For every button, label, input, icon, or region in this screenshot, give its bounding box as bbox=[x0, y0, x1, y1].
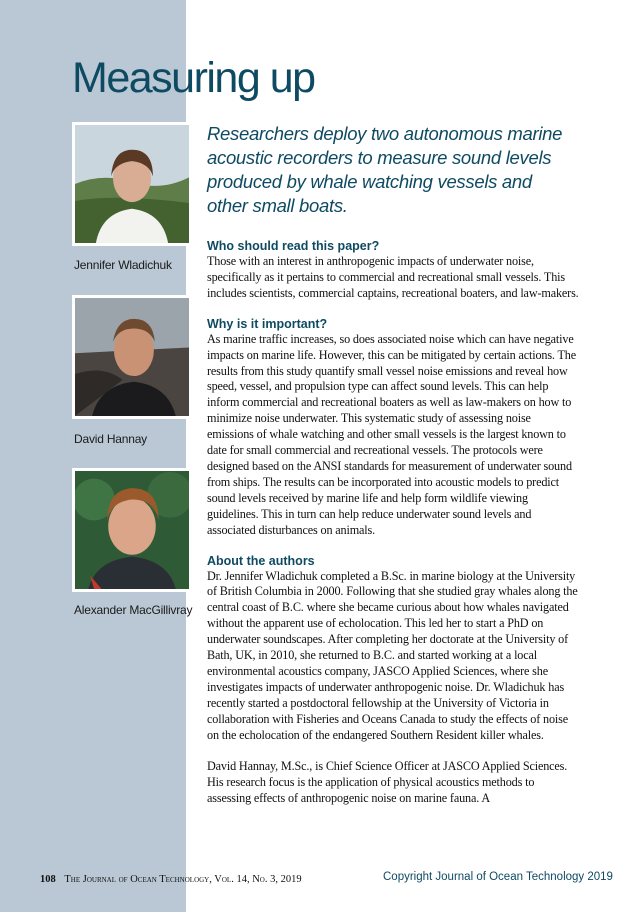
section-heading: About the authors bbox=[207, 553, 315, 568]
author-photo-hannay bbox=[72, 295, 192, 419]
page-number: 108 bbox=[40, 874, 56, 885]
page-footer bbox=[40, 874, 302, 885]
section-heading: Why is it important? bbox=[207, 316, 328, 331]
section-paragraph: David Hannay, M.Sc., is Chief Science Officer at JASCO Applied Sciences. His research focus is the application of physical acoustics methods to assessing effects of anthropogenic noise on marine fauna. A bbox=[207, 759, 568, 806]
author-photo-wladichuk bbox=[72, 122, 192, 246]
journal-citation: The Journal of Ocean Technology, Vol. 14, No. 3, 2019 bbox=[64, 874, 302, 885]
author-photo-macgillivray bbox=[72, 468, 192, 592]
author-caption: Alexander MacGillivray bbox=[74, 603, 193, 617]
author-caption: Jennifer Wladichuk bbox=[74, 258, 172, 272]
author-caption: David Hannay bbox=[74, 432, 147, 446]
article-lead: Researchers deploy two autonomous marine acoustic recorders to measure sound levels produced by whale watching vessels and other small boats. bbox=[207, 123, 563, 216]
article-body bbox=[207, 238, 579, 807]
copyright-notice: Copyright Journal of Ocean Technology 2019 bbox=[383, 871, 613, 883]
section-heading: Who should read this paper? bbox=[207, 239, 380, 253]
article-title: Measuring up bbox=[72, 54, 315, 102]
section-paragraph: Those with an interest in anthropogenic impacts of underwater noise, specifically as it pertains to commercial and recreational small vessels. This includes scientists, commercial captains, recreational boaters, and law-makers. bbox=[207, 254, 579, 300]
section-paragraph: As marine traffic increases, so does associated noise which can have negative impacts on marine life. However, this can be mitigated by certain actions. The results from this study quantify small vessel noise emissions and reveal how speed, vessel, and propulsion type can affect sound levels. This can help inform commercial and recreational boaters as well as law-makers on how to minimize noise underwater. This systematic study of assessing noise emissions of whale watching and other small vessels is the largest known to date for small commercial and recreational vessels. The protocols were designed based on the ANSI standards for measurement of underwater sound from ships. The results can be incorporated into acoustic models to predict sound levels received by marine life and help form wildlife viewing guidelines. This in turn can help reduce underwater sound levels and associated disturbances on animals. bbox=[207, 331, 576, 537]
section-paragraph: Dr. Jennifer Wladichuk completed a B.Sc. in marine biology at the University of British Columbia in 2000. Following that she studied gray whales along the central coast of B.C. where she became curious about how whales navigated without the apparent use of echolocation. This led her to start a PhD on underwater soundscapes. After completing her doctorate at the University of Bath, UK, in 2010, she returned to B.C. and started working at a local environmental acoustics company, JASCO Applied Sciences, where she investigates impacts of underwater anthropogenic noise. Dr. Wladichuk has recently started a postdoctoral fellowship at the University of Victoria in collaboration with Fisheries and Oceans Canada to study the effects of noise on the echolocation of the endangered Southern Resident killer whales. bbox=[207, 568, 578, 742]
